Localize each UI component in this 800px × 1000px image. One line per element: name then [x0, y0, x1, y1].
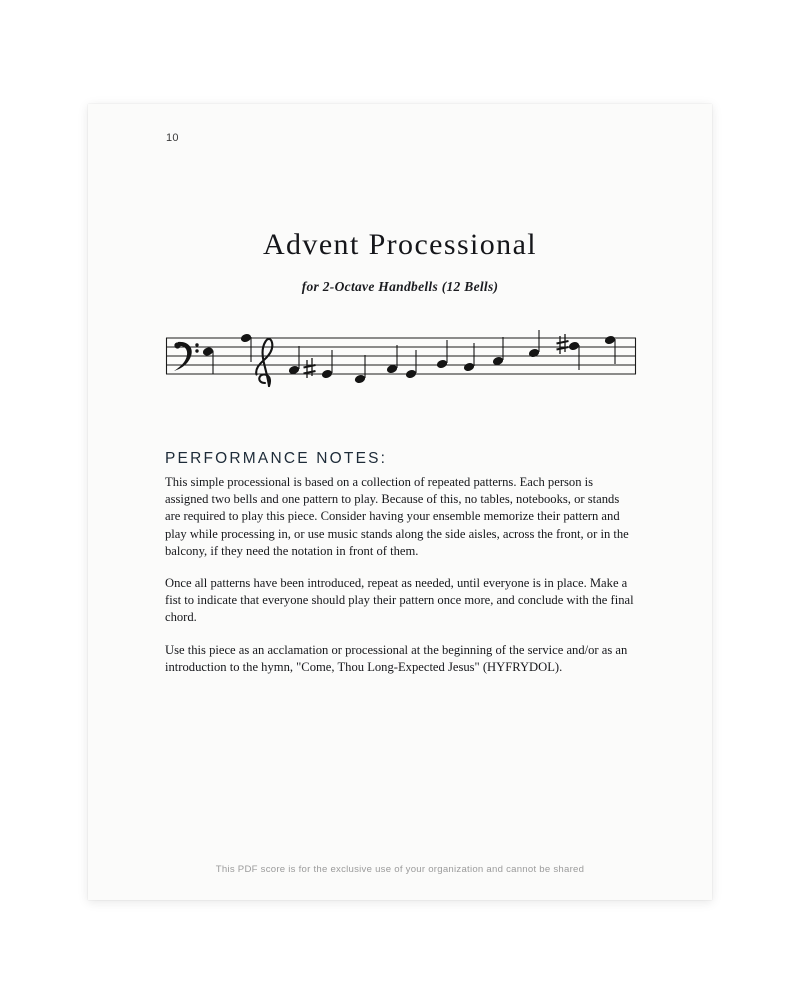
score-page — [88, 104, 712, 900]
bass-clef-icon — [174, 342, 199, 371]
staff-notation — [164, 326, 638, 398]
page-title: Advent Processional — [262, 228, 538, 261]
sharp-icon — [304, 358, 316, 378]
page-number: 10 — [166, 132, 179, 144]
page-subtitle: for 2-Octave Handbells (12 Bells) — [301, 279, 499, 294]
performance-notes-body — [165, 474, 635, 676]
notes-paragraph: Once all patterns have been introduced, repeat as needed, until everyone is in place. Make a fist to indicate that everyone should play their pattern once more, and conclude with the final chord. — [165, 576, 634, 625]
music-system — [164, 326, 638, 398]
performance-notes-heading: PERFORMANCE NOTES: — [165, 450, 388, 467]
treble-clef-icon — [256, 339, 272, 386]
notes-paragraph: This simple processional is based on a collection of repeated patterns. Each person is assigned two bells and one pattern to play. Because of this, no tables, notebooks, or stands are required to play this piece. Consider having your ensemble memorize their pattern and play while processing in, or use music stands along the side aisles, across the front, or in the balcony, if they need the notation in front of them. — [165, 475, 629, 558]
sharp-icon — [557, 334, 569, 354]
page-footer-notice: This PDF score is for the exclusive use of your organization and cannot be shared — [215, 864, 585, 875]
notes-paragraph: Use this piece as an acclamation or processional at the beginning of the service and/or as an introduction to the hymn, "Come, Thou Long-Expected Jesus" (HYFRYDOL). — [165, 642, 628, 674]
